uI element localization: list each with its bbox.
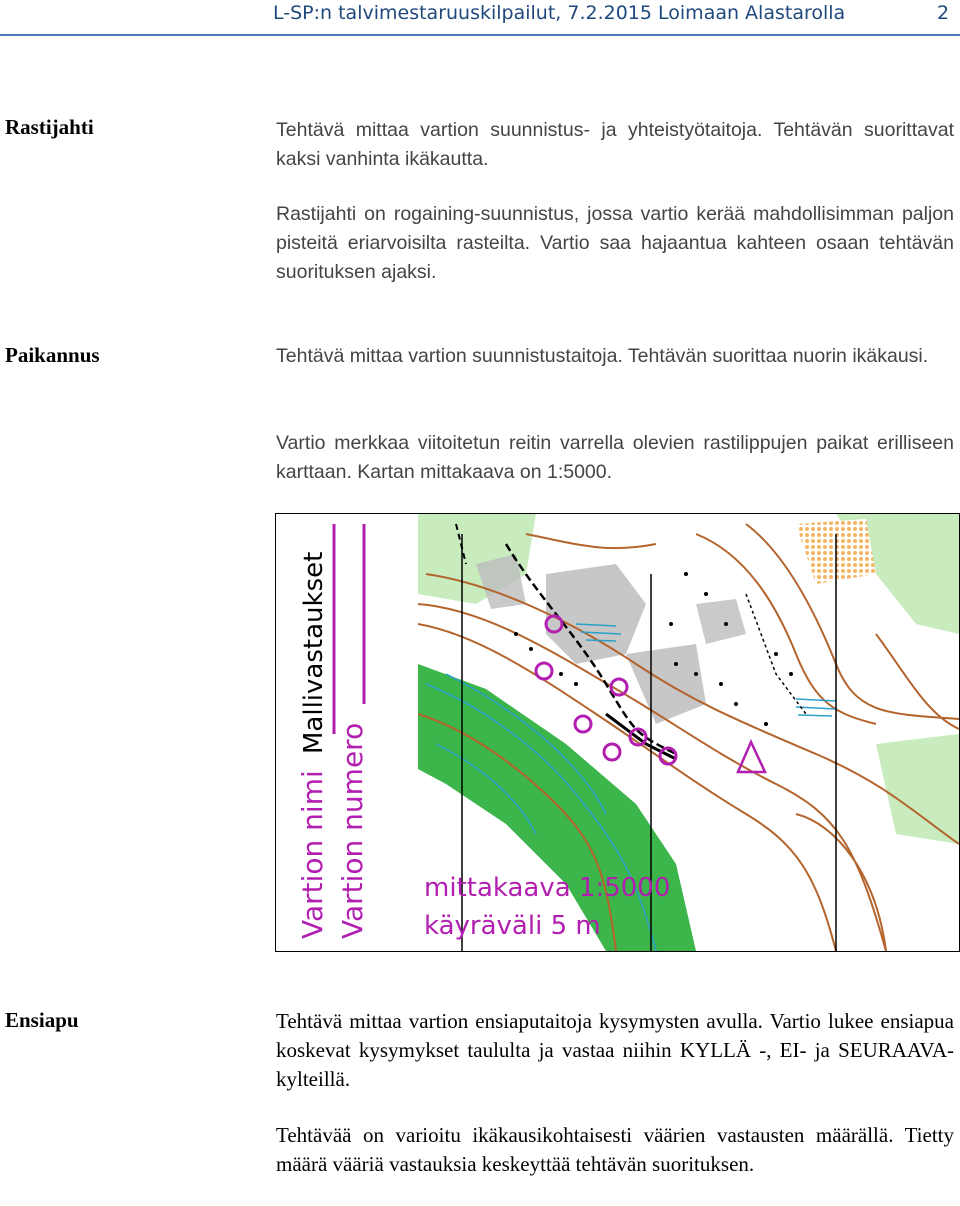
section-label-ensiapu: Ensiapu bbox=[5, 1008, 79, 1032]
paikannus-paragraph-2: Vartio merkkaa viitoitetun reitin varrella olevien rastilippujen paikat erilliseen karttaan. Kartan mittakaava on 1:5000. bbox=[276, 432, 954, 483]
paikannus-paragraph-1: Tehtävä mittaa vartion suunnistustaitoja. Tehtävän suorittaa nuorin ikäkausi. bbox=[276, 345, 929, 367]
page-header bbox=[0, 0, 960, 36]
section-label-rastijahti: Rastijahti bbox=[5, 115, 94, 139]
header-title: L-SP:n talvimestaruuskilpailut, 7.2.2015 Loimaan Alastarolla bbox=[273, 2, 846, 24]
label-vartion-nimi: Vartion nimi bbox=[296, 770, 329, 939]
ensiapu-paragraph-1: Tehtävä mittaa vartion ensiaputaitoja kysymysten avulla. Vartio lukee ensiapua koskevat kysymykset taululta ja vastaa niihin KYLLÄ -, EI- ja SEURAAVA-kylteillä. bbox=[276, 1009, 954, 1091]
label-contour-interval: käyräväli 5 m bbox=[424, 911, 601, 941]
label-vartion-numero: Vartion numero bbox=[336, 722, 369, 939]
rastijahti-paragraph-1: Tehtävä mittaa vartion suunnistus- ja yhteistyötaitoja. Tehtävän suorittavat kaksi vanhinta ikäkautta. bbox=[276, 119, 954, 170]
label-mallivastaukset: Mallivastaukset bbox=[299, 551, 329, 754]
map-graphic bbox=[276, 514, 959, 951]
page-number: 2 bbox=[937, 2, 950, 24]
section-label-paikannus: Paikannus bbox=[5, 343, 100, 367]
label-scale: mittakaava 1:5000 bbox=[424, 873, 671, 903]
rastijahti-paragraph-2: Rastijahti on rogaining-suunnistus, jossa vartio kerää mahdollisimman paljon pisteitä eriarvoisilta rasteilta. Vartio saa hajaantua kahteen osaan tehtävän suorituksen ajaksi. bbox=[276, 203, 954, 283]
orienteering-map bbox=[275, 513, 960, 952]
ensiapu-paragraph-2: Tehtävää on varioitu ikäkausikohtaisesti väärien vastausten määrällä. Tietty määrä vääriä vastauksia keskeyttää tehtävän suorituksen. bbox=[276, 1123, 954, 1176]
